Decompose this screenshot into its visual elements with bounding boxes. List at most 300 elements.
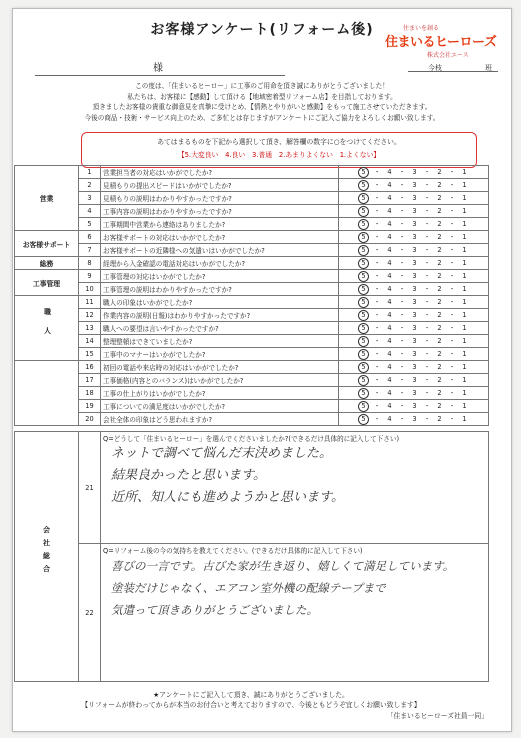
rating-option-4[interactable]: 4 — [387, 415, 392, 423]
rating-option-1[interactable]: 1 — [462, 285, 467, 293]
rating-separator: ・ — [448, 350, 456, 358]
rating-option-5[interactable]: 5 — [358, 388, 369, 399]
rating-option-5[interactable]: 5 — [358, 349, 369, 360]
rating-options — [339, 296, 489, 309]
rating-separator: ・ — [448, 337, 456, 345]
question-row — [15, 374, 489, 387]
category-label: 工事管理 — [32, 279, 61, 288]
rating-separator: ・ — [448, 220, 456, 228]
question-number: 15 — [79, 348, 101, 361]
question-number: 5 — [79, 218, 101, 231]
rating-option-5[interactable]: 5 — [358, 362, 369, 373]
rating-options — [339, 400, 489, 413]
rating-option-4[interactable]: 4 — [387, 272, 392, 280]
rating-separator: ・ — [398, 168, 406, 176]
question-text: 会社全体の印象はどう思われますか? — [101, 413, 339, 426]
rating-options — [339, 257, 489, 270]
rating-scale-legend: 【5.大変良い 4.良い 3.普通 2.あまりよくない 1.よくない】 — [177, 151, 381, 159]
question-text: 営業担当者の対応はいかがでしたか? — [101, 166, 339, 179]
question-text: 職人の印象はいかがでしたか? — [101, 296, 339, 309]
rating-separator: ・ — [398, 272, 406, 280]
rating-option-3[interactable]: 3 — [412, 194, 417, 202]
rating-option-2[interactable]: 2 — [437, 194, 442, 202]
rating-separator: ・ — [398, 350, 406, 358]
rating-option-1[interactable]: 1 — [462, 181, 467, 189]
question-text: 工事についての満足度はいかがでしたか? — [101, 400, 339, 413]
rating-separator: ・ — [448, 259, 456, 267]
rating-options — [339, 335, 489, 348]
rating-separator: ・ — [398, 376, 406, 384]
question-number: 2 — [79, 179, 101, 192]
rating-separator: ・ — [423, 246, 431, 254]
rating-option-4[interactable]: 4 — [387, 194, 392, 202]
rating-separator: ・ — [423, 220, 431, 228]
rating-separator: ・ — [373, 207, 381, 215]
rating-separator: ・ — [398, 324, 406, 332]
rating-option-5[interactable]: 5 — [358, 284, 369, 295]
rating-option-5[interactable]: 5 — [358, 297, 369, 308]
rating-separator: ・ — [448, 402, 456, 410]
footer-thanks: ★アンケートにご記入して頂き、誠にありがとうございました。 — [153, 691, 349, 699]
page-title: お客様アンケート(リフォーム後) — [150, 22, 374, 38]
question-row — [15, 348, 489, 361]
question-row — [15, 309, 489, 322]
rating-option-1[interactable]: 1 — [462, 220, 467, 228]
rating-separator: ・ — [398, 389, 406, 397]
question-row — [15, 244, 489, 257]
rating-separator: ・ — [398, 246, 406, 254]
rating-option-4[interactable]: 4 — [387, 168, 392, 176]
logo-text: 住まいるヒーローズ — [385, 35, 497, 50]
rating-option-2[interactable]: 2 — [437, 350, 442, 358]
question-text: お客様サポートの近隣様への気遣いはいかがでしたか? — [101, 244, 339, 257]
rating-option-4[interactable]: 4 — [387, 246, 392, 254]
rating-table — [14, 165, 489, 426]
category-label: 総務 — [39, 260, 54, 268]
rating-separator: ・ — [448, 272, 456, 280]
rating-option-2[interactable]: 2 — [437, 220, 442, 228]
rating-option-2[interactable]: 2 — [437, 246, 442, 254]
question-number: 20 — [79, 413, 101, 426]
rating-separator: ・ — [423, 402, 431, 410]
rating-options — [339, 231, 489, 244]
question-number: 10 — [79, 283, 101, 296]
rating-separator: ・ — [448, 246, 456, 254]
rating-separator: ・ — [373, 337, 381, 345]
rating-separator: ・ — [373, 194, 381, 202]
category-cell — [15, 166, 79, 231]
rating-option-5[interactable]: 5 — [358, 258, 369, 269]
free-answer-cell[interactable] — [101, 432, 489, 544]
free-question-text: Q=リフォーム後の今の気持ちを教えてください。(できるだけ具体的に記入して下さい) — [103, 547, 363, 555]
question-row — [15, 387, 489, 400]
intro-line: 今後の商品・技術・サービス向上のため、ご多忙とは存じますがアンケートにご記入ご協力をよろしくお願い致します。 — [84, 113, 440, 122]
rating-separator: ・ — [373, 259, 381, 267]
rating-separator: ・ — [423, 207, 431, 215]
rating-option-2[interactable]: 2 — [437, 168, 442, 176]
rating-option-3[interactable]: 3 — [412, 181, 417, 189]
question-number: 3 — [79, 192, 101, 205]
rating-options — [339, 192, 489, 205]
free-answer-table — [14, 431, 489, 682]
rating-separator: ・ — [398, 207, 406, 215]
rating-separator: ・ — [373, 402, 381, 410]
rating-option-5[interactable]: 5 — [358, 232, 369, 243]
rating-separator: ・ — [398, 181, 406, 189]
free-answer-cell[interactable] — [101, 544, 489, 682]
handwritten-answer-line: 気遣って頂きありがとうございました。 — [111, 603, 318, 617]
rating-option-3[interactable]: 3 — [412, 311, 417, 319]
rating-separator: ・ — [398, 415, 406, 423]
instruction-text: あてはまるものを下記から選択して頂き、解答欄の数字に○をつけてください。 — [157, 138, 401, 146]
rating-option-3[interactable]: 3 — [412, 285, 417, 293]
rating-option-5[interactable]: 5 — [358, 310, 369, 321]
customer-honorific: 様 — [153, 63, 163, 74]
rating-separator: ・ — [373, 298, 381, 306]
rating-option-2[interactable]: 2 — [437, 285, 442, 293]
rating-separator: ・ — [423, 350, 431, 358]
rating-separator: ・ — [373, 181, 381, 189]
question-number: 22 — [79, 544, 101, 682]
rating-option-2[interactable]: 2 — [437, 389, 442, 397]
question-number: 1 — [79, 166, 101, 179]
rating-option-5[interactable]: 5 — [358, 219, 369, 230]
rating-separator: ・ — [448, 181, 456, 189]
question-text: 工事管理の説明はわかりやすかったですか? — [101, 283, 339, 296]
rating-option-2[interactable]: 2 — [437, 272, 442, 280]
question-number: 18 — [79, 387, 101, 400]
question-row — [15, 283, 489, 296]
rating-options — [339, 413, 489, 426]
rating-option-4[interactable]: 4 — [387, 389, 392, 397]
rating-options — [339, 179, 489, 192]
rating-options — [339, 166, 489, 179]
question-row — [15, 296, 489, 309]
rating-option-1[interactable]: 1 — [462, 415, 467, 423]
question-number: 14 — [79, 335, 101, 348]
rating-option-4[interactable]: 4 — [387, 298, 392, 306]
rating-option-1[interactable]: 1 — [462, 363, 467, 371]
category-label: 会社総合 — [42, 526, 51, 578]
rating-option-3[interactable]: 3 — [412, 324, 417, 332]
rating-separator: ・ — [398, 363, 406, 371]
rating-option-5[interactable]: 5 — [358, 271, 369, 282]
question-row — [15, 231, 489, 244]
question-row — [15, 257, 489, 270]
rating-option-1[interactable]: 1 — [462, 324, 467, 332]
category-label: 職人 — [42, 308, 51, 346]
question-number: 19 — [79, 400, 101, 413]
category-cell — [15, 270, 79, 296]
rating-option-1[interactable]: 1 — [462, 272, 467, 280]
rating-option-4[interactable]: 4 — [387, 220, 392, 228]
rating-option-3[interactable]: 3 — [412, 389, 417, 397]
question-number: 17 — [79, 374, 101, 387]
question-number: 13 — [79, 322, 101, 335]
logo-tagline: 住まいを創る — [403, 25, 440, 32]
rating-separator: ・ — [423, 298, 431, 306]
rating-option-1[interactable]: 1 — [462, 350, 467, 358]
question-text: 見積もりの説明はわかりやすかったですか? — [101, 192, 339, 205]
rating-option-3[interactable]: 3 — [412, 259, 417, 267]
rating-option-3[interactable]: 3 — [412, 337, 417, 345]
handwritten-answer-line: 結果良かったと思います。 — [111, 468, 266, 483]
rating-option-2[interactable]: 2 — [437, 233, 442, 241]
rating-option-5[interactable]: 5 — [358, 206, 369, 217]
category-cell — [15, 361, 79, 426]
rating-separator: ・ — [373, 233, 381, 241]
intro-text — [13, 81, 511, 123]
rating-option-2[interactable]: 2 — [437, 181, 442, 189]
rating-option-5[interactable]: 5 — [358, 193, 369, 204]
rating-options — [339, 244, 489, 257]
question-row — [15, 413, 489, 426]
rating-separator: ・ — [398, 233, 406, 241]
rating-option-3[interactable]: 3 — [412, 220, 417, 228]
rating-separator: ・ — [373, 246, 381, 254]
question-row — [15, 335, 489, 348]
rating-option-3[interactable]: 3 — [412, 376, 417, 384]
rating-separator: ・ — [423, 181, 431, 189]
rating-separator: ・ — [398, 220, 406, 228]
question-text: 見積もりの提出スピードはいかがでしたか? — [101, 179, 339, 192]
rating-separator: ・ — [398, 402, 406, 410]
rating-option-4[interactable]: 4 — [387, 402, 392, 410]
rating-separator: ・ — [398, 337, 406, 345]
free-question-text: Q=どうして「住まいるヒーロー」を選んでくださいましたか?(できるだけ具体的に記入して下さい) — [103, 435, 400, 443]
question-row — [15, 322, 489, 335]
question-number: 21 — [79, 432, 101, 544]
rating-options — [339, 348, 489, 361]
rating-option-1[interactable]: 1 — [462, 298, 467, 306]
rating-option-2[interactable]: 2 — [437, 324, 442, 332]
rating-separator: ・ — [398, 298, 406, 306]
rating-option-1[interactable]: 1 — [462, 337, 467, 345]
rating-separator: ・ — [423, 233, 431, 241]
category-cell — [15, 296, 79, 361]
question-row — [15, 179, 489, 192]
instruction-box — [81, 132, 477, 168]
question-text: 工事期間中営業から連絡はありましたか? — [101, 218, 339, 231]
question-number: 12 — [79, 309, 101, 322]
rating-option-5[interactable]: 5 — [358, 336, 369, 347]
rating-option-1[interactable]: 1 — [462, 207, 467, 215]
rating-option-4[interactable]: 4 — [387, 181, 392, 189]
rating-options — [339, 387, 489, 400]
rating-separator: ・ — [398, 285, 406, 293]
rating-separator: ・ — [373, 350, 381, 358]
question-text: 工事管理の対応はいかがでしたか? — [101, 270, 339, 283]
rating-option-5[interactable]: 5 — [358, 245, 369, 256]
rating-option-4[interactable]: 4 — [387, 324, 392, 332]
rating-option-3[interactable]: 3 — [412, 350, 417, 358]
staff-team-label: 班 — [485, 64, 492, 72]
rating-option-3[interactable]: 3 — [412, 415, 417, 423]
rating-separator: ・ — [448, 298, 456, 306]
rating-separator: ・ — [423, 376, 431, 384]
footer-note: 【リフォームが終わってからが本当のお付合いと考えておりますので、今後ともどうぞ宜しくお願い致します】 — [81, 701, 421, 709]
rating-option-3[interactable]: 3 — [412, 298, 417, 306]
rating-separator: ・ — [373, 415, 381, 423]
rating-option-4[interactable]: 4 — [387, 259, 392, 267]
rating-option-4[interactable]: 4 — [387, 233, 392, 241]
rating-separator: ・ — [448, 324, 456, 332]
rating-option-1[interactable]: 1 — [462, 194, 467, 202]
rating-option-2[interactable]: 2 — [437, 298, 442, 306]
rating-separator: ・ — [423, 324, 431, 332]
category-label: 営業 — [39, 195, 54, 203]
rating-option-5[interactable]: 5 — [358, 323, 369, 334]
footer-signature: 「住まいるヒーローズ社員一同」 — [386, 712, 488, 720]
intro-line: 頂きましたお客様の貴重な御意見を真摯に受けとめ、【情熱とやりがいと感動】をもって施工させていただきます。 — [92, 103, 432, 112]
rating-separator: ・ — [373, 220, 381, 228]
rating-option-2[interactable]: 2 — [437, 337, 442, 345]
question-text: 整理整頓はできていましたか? — [101, 335, 339, 348]
rating-option-4[interactable]: 4 — [387, 285, 392, 293]
rating-separator: ・ — [448, 285, 456, 293]
question-text: 工事価格(内容とのバランス)はいかがでしたか? — [101, 374, 339, 387]
rating-option-4[interactable]: 4 — [387, 311, 392, 319]
rating-option-1[interactable]: 1 — [462, 259, 467, 267]
rating-separator: ・ — [423, 311, 431, 319]
rating-option-3[interactable]: 3 — [412, 402, 417, 410]
rating-option-4[interactable]: 4 — [387, 350, 392, 358]
rating-option-1[interactable]: 1 — [462, 233, 467, 241]
rating-options — [339, 283, 489, 296]
rating-option-2[interactable]: 2 — [437, 259, 442, 267]
rating-separator: ・ — [423, 415, 431, 423]
rating-option-4[interactable]: 4 — [387, 207, 392, 215]
rating-option-3[interactable]: 3 — [412, 168, 417, 176]
rating-option-1[interactable]: 1 — [462, 311, 467, 319]
rating-option-5[interactable]: 5 — [358, 401, 369, 412]
rating-separator: ・ — [448, 415, 456, 423]
question-row — [15, 270, 489, 283]
question-text: 工事内容の説明はわかりやすかったですか? — [101, 205, 339, 218]
staff-underline — [408, 71, 498, 72]
rating-separator: ・ — [373, 311, 381, 319]
rating-option-5[interactable]: 5 — [358, 180, 369, 191]
rating-option-5[interactable]: 5 — [358, 414, 369, 425]
category-cell — [15, 257, 79, 270]
rating-separator: ・ — [448, 207, 456, 215]
rating-separator: ・ — [448, 233, 456, 241]
staff-name: 今枝 — [428, 64, 442, 72]
rating-separator: ・ — [373, 285, 381, 293]
rating-option-3[interactable]: 3 — [412, 233, 417, 241]
rating-option-3[interactable]: 3 — [412, 207, 417, 215]
question-number: 9 — [79, 270, 101, 283]
rating-separator: ・ — [423, 194, 431, 202]
rating-separator: ・ — [423, 389, 431, 397]
rating-options — [339, 270, 489, 283]
rating-separator: ・ — [398, 259, 406, 267]
rating-option-3[interactable]: 3 — [412, 363, 417, 371]
rating-separator: ・ — [448, 168, 456, 176]
category-overall — [15, 432, 79, 682]
rating-separator: ・ — [448, 376, 456, 384]
rating-option-2[interactable]: 2 — [437, 363, 442, 371]
rating-separator: ・ — [448, 363, 456, 371]
rating-separator: ・ — [398, 311, 406, 319]
question-number: 7 — [79, 244, 101, 257]
question-number: 4 — [79, 205, 101, 218]
question-row — [15, 361, 489, 374]
logo-company: 株式会社エース — [427, 52, 469, 59]
rating-separator: ・ — [423, 285, 431, 293]
rating-option-2[interactable]: 2 — [437, 415, 442, 423]
question-row — [15, 218, 489, 231]
rating-options — [339, 218, 489, 231]
intro-line: 私たちは、お客様に【感動】して頂ける【地域密着型リフォーム店】を目指しております。 — [127, 92, 397, 101]
intro-line: この度は、「住まいるヒーロー」に工事のご用命を頂き誠にありがとうございました！ — [135, 82, 389, 90]
question-number: 11 — [79, 296, 101, 309]
rating-option-5[interactable]: 5 — [358, 375, 369, 386]
rating-option-4[interactable]: 4 — [387, 337, 392, 345]
rating-option-3[interactable]: 3 — [412, 246, 417, 254]
question-text: 初回の電話や来店時の対応はいかがでしたか? — [101, 361, 339, 374]
rating-option-1[interactable]: 1 — [462, 246, 467, 254]
rating-option-3[interactable]: 3 — [412, 272, 417, 280]
company-logo — [385, 23, 497, 59]
rating-option-2[interactable]: 2 — [437, 402, 442, 410]
rating-separator: ・ — [423, 337, 431, 345]
rating-option-2[interactable]: 2 — [437, 311, 442, 319]
rating-options — [339, 322, 489, 335]
rating-separator: ・ — [448, 389, 456, 397]
question-row — [15, 400, 489, 413]
rating-option-4[interactable]: 4 — [387, 376, 392, 384]
rating-option-1[interactable]: 1 — [462, 376, 467, 384]
question-row — [15, 192, 489, 205]
question-number: 8 — [79, 257, 101, 270]
rating-separator: ・ — [373, 324, 381, 332]
rating-options — [339, 374, 489, 387]
handwritten-answer-line: 塗装だけじゃなく、エアコン室外機の配線テープまで — [111, 581, 386, 595]
rating-option-1[interactable]: 1 — [462, 168, 467, 176]
question-text: 経理から入金確認の電話対応はいかがでしたか? — [101, 257, 339, 270]
rating-option-2[interactable]: 2 — [437, 376, 442, 384]
question-row — [15, 205, 489, 218]
rating-options — [339, 205, 489, 218]
rating-separator: ・ — [423, 168, 431, 176]
question-text: 職人への要望は言いやすかったですか? — [101, 322, 339, 335]
rating-separator: ・ — [398, 194, 406, 202]
rating-separator: ・ — [373, 272, 381, 280]
rating-separator: ・ — [373, 389, 381, 397]
rating-options — [339, 309, 489, 322]
question-text: 工事の仕上がりはいかがでしたか? — [101, 387, 339, 400]
rating-separator: ・ — [423, 272, 431, 280]
handwritten-answer-line: 喜びの一言です。古びた家が生き返り、嬉しくて満足しています。 — [111, 559, 455, 573]
footer — [14, 690, 488, 720]
rating-separator: ・ — [448, 311, 456, 319]
category-cell — [15, 231, 79, 257]
rating-option-2[interactable]: 2 — [437, 207, 442, 215]
rating-separator: ・ — [423, 363, 431, 371]
category-label: お客様サポート — [22, 240, 71, 249]
rating-separator: ・ — [373, 363, 381, 371]
rating-option-1[interactable]: 1 — [462, 389, 467, 397]
question-text: 工事中のマナーはいかがでしたか? — [101, 348, 339, 361]
rating-option-1[interactable]: 1 — [462, 402, 467, 410]
rating-option-5[interactable]: 5 — [358, 167, 369, 178]
rating-option-4[interactable]: 4 — [387, 363, 392, 371]
rating-separator: ・ — [423, 259, 431, 267]
rating-separator: ・ — [373, 168, 381, 176]
handwritten-answer-line: 近所、知人にも進めようかと思います。 — [111, 490, 344, 505]
question-text: お客様サポートの対応はいかがでしたか? — [101, 231, 339, 244]
